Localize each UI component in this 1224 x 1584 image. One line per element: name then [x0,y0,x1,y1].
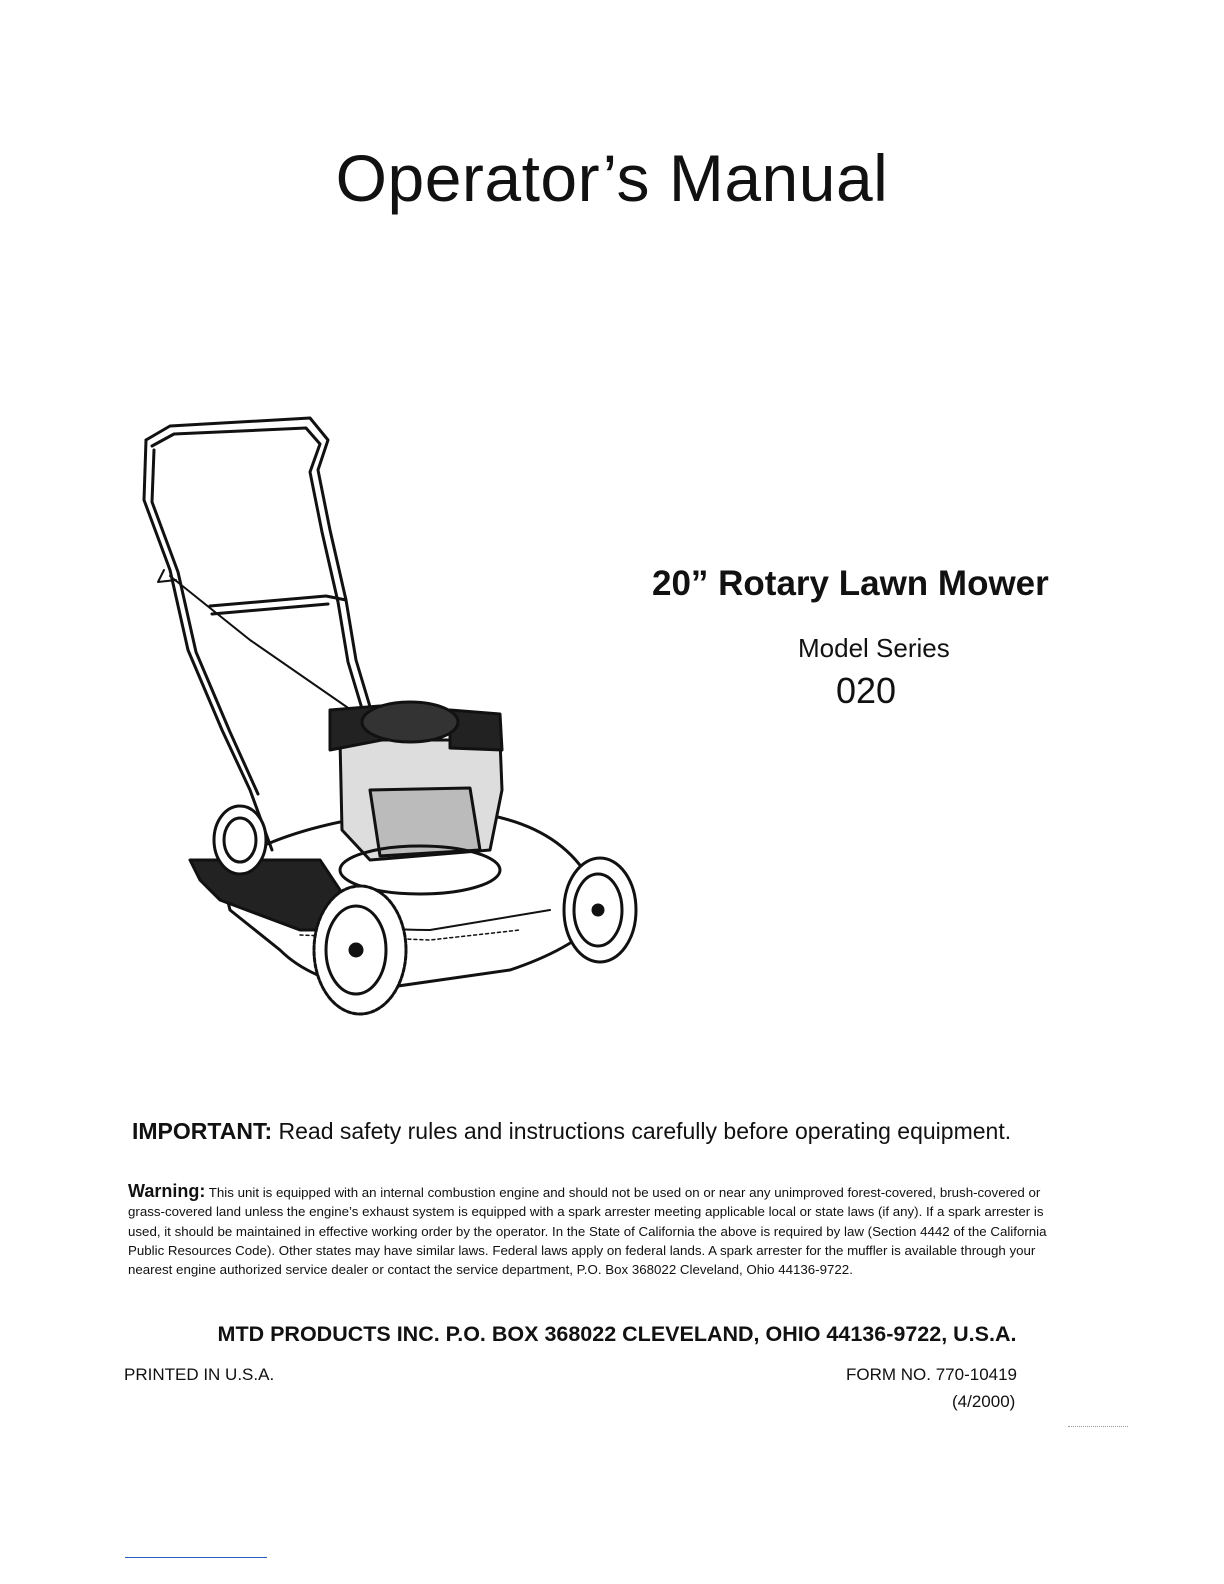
form-date: (4/2000) [952,1392,1016,1411]
front-left-wheel [314,886,406,1014]
page-title: Operator’s Manual [335,141,889,215]
model-series-label: Model Series [798,633,950,663]
front-right-wheel [564,858,636,962]
warning-text: This unit is equipped with an internal combustion engine and should not be used on or near any unimproved forest-covered, brush-covered or grass-covered land unless the engine’s exhaust system is equipped with a spark arrester meeting applicable local or state laws (if any). If a spark arrester is used, it should be maintained in effective working order by the operator. In the State of California the above is required by law (Section 4442 of the California Public Resources Code). Other states may have similar laws. Federal laws apply on federal lands. A spark arrester for the muffler is available through your nearest engine authorized service dealer or contact the service department, P.O. Box 368022 Cleveland, Ohio 44136-9722. [128,1185,1047,1278]
important-label: IMPORTANT: [132,1118,273,1144]
printed-in: PRINTED IN U.S.A. [124,1365,275,1384]
rear-left-wheel [214,806,266,874]
warning-label: Warning: [128,1181,206,1201]
form-number: FORM NO. 770-10419 [846,1365,1018,1384]
warning-notice [128,1182,1058,1279]
lawn-mower-illustration [130,410,650,1030]
product-name: 20” Rotary Lawn Mower [652,564,1049,603]
important-notice [132,1118,1011,1145]
dotted-mark [1068,1426,1128,1427]
bottom-rule [125,1557,267,1558]
company-address: MTD PRODUCTS INC. P.O. BOX 368022 CLEVELAND, OHIO 44136-9722, U.S.A. [217,1322,1017,1346]
model-series-value: 020 [836,670,897,711]
important-text: Read safety rules and instructions carefully before operating equipment. [272,1118,1012,1144]
